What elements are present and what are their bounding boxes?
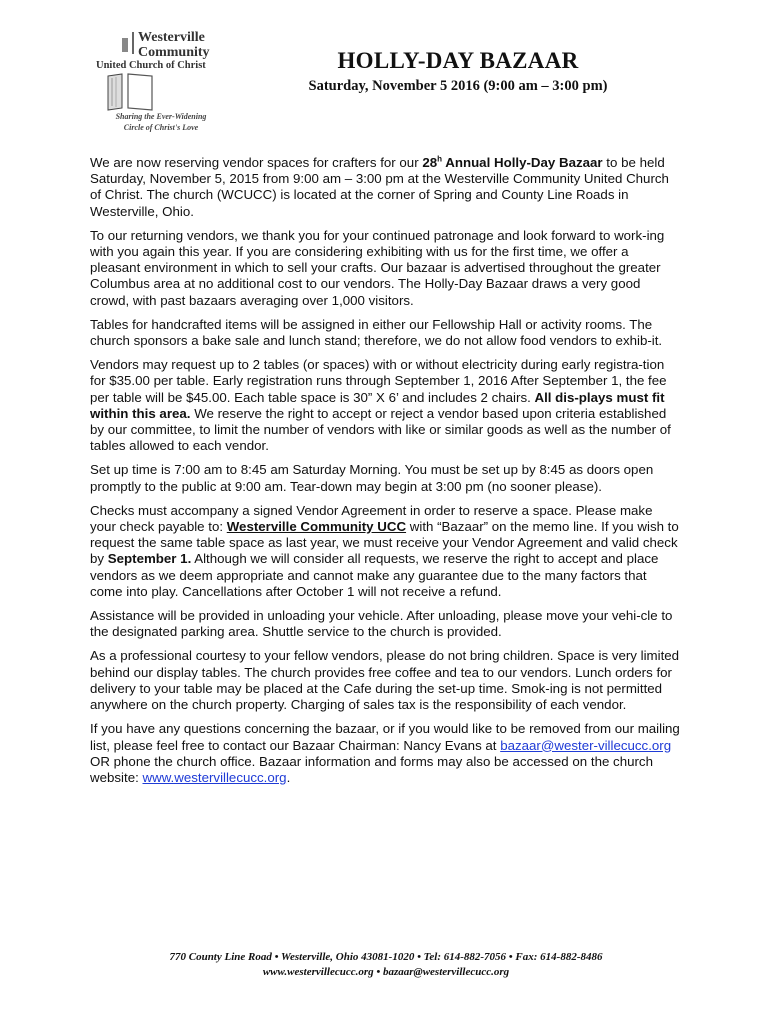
logo-line-2: Community bbox=[138, 45, 210, 60]
contact-text-b: OR phone the church office. Bazaar information and forms may also be accessed on the church website: bbox=[90, 753, 653, 785]
check-payee-text: Westerville Community UCC bbox=[226, 519, 407, 535]
paragraph-courtesy: As a professional courtesy to your fellow vendors, please do not bring children. Space is very limited behind our display tables. The church provides free coffee and tea to our vendors. Lunch orders for delivery to your table may be placed at the Cafe during the set-up time. Smok-ing is not permitted anywhere on the church property. Charging of sales tax is the responsibility of each vendor. bbox=[90, 648, 680, 713]
anniversary-suffix: h bbox=[437, 154, 443, 164]
footer-address: 770 County Line Road • Westerville, Ohio 43081-1020 • Tel: 614-882-7056 • Fax: 614-882-8486 bbox=[169, 951, 603, 963]
anniversary-number bbox=[422, 155, 602, 170]
bazaar-name: Annual Holly-Day Bazaar bbox=[442, 155, 603, 170]
logo-line-3: United Church of Christ bbox=[96, 60, 206, 71]
checks-text-b: with “Bazaar” on the memo line. If you wish to request the same table space as last year, we must receive your Vendor Agreement and valid check by bbox=[90, 519, 679, 567]
page-title: HOLLY-DAY BAZAAR bbox=[337, 48, 579, 73]
church-logo bbox=[86, 28, 236, 140]
paragraph-fees bbox=[90, 357, 682, 454]
paragraph-contact bbox=[90, 721, 682, 786]
paragraph-checks bbox=[90, 503, 682, 600]
contact-text-c: . bbox=[286, 769, 291, 785]
intro-text-a: We are now reserving vendor spaces for crafters for our bbox=[90, 155, 423, 170]
paragraph-unloading: Assistance will be provided in unloading your vehicle. After unloading, please move your vehi-cle to the designated parking area. Shuttle service to the church is provided. bbox=[90, 608, 673, 640]
email-link[interactable]: bazaar@wester-villecucc.org bbox=[500, 737, 672, 753]
paragraph-intro bbox=[90, 155, 682, 220]
paragraph-returning-vendors: To our returning vendors, we thank you for your continued patronage and look forward to work-ing with you again this year. If you are considering exhibiting with us for the first time, we offer a pleasant environment in which to sell your crafts. Our bazaar is advertised throughout the greater Columbus area at no additional cost to our vendors. The Holly-Day Bazaar draws a very good crowd, with past bazaars averaging over 1,000 visitors. bbox=[90, 227, 665, 308]
checks-text-c: Although we will consider all requests, we reserve the right to accept and place vendors as we deem appropriate and cannot make any guarantee due to the many factors that come into play. Cancellations after October 1 will not receive a refund. bbox=[90, 551, 659, 599]
check-payee bbox=[227, 519, 406, 534]
fees-text-b: We reserve the right to accept or reject a vendor based upon criteria established by our committee, to limit the number of vendors with like or similar goods as well as the number of tables allowed to each vendor. bbox=[90, 405, 671, 454]
intro-text-b: to be held Saturday, November 5, 2015 from 9:00 am – 3:00 pm at the Westerville Community United Church of Christ. The church (WCUCC) is located at the corner of Spring and County Line Roads in Westerville, Ohio. bbox=[90, 155, 669, 219]
contact-text-a: If you have any questions concerning the bazaar, or if you would like to be removed from our mailing list, please feel free to contact our Bazaar Chairman: Nancy Evans at bbox=[90, 721, 680, 753]
deadline-date: September 1. bbox=[107, 551, 192, 567]
paragraph-setup: Set up time is 7:00 am to 8:45 am Saturday Morning. You must be set up by 8:45 as doors open promptly to the public at 9:00 am. Tear-down may begin at 3:00 pm (no sooner please). bbox=[90, 462, 654, 494]
footer bbox=[90, 950, 682, 980]
checks-text-a: Checks must accompany a signed Vendor Agreement in order to reserve a space. Please make your check payable to: bbox=[90, 502, 653, 535]
logo-tagline-1: Sharing the Ever-Widening bbox=[115, 112, 207, 121]
website-link[interactable]: www.westervillecucc.org bbox=[142, 769, 287, 785]
logo-tagline-2: Circle of Christ's Love bbox=[123, 123, 199, 132]
letter-body bbox=[90, 155, 682, 794]
event-date: Saturday, November 5 2016 (9:00 am – 3:00 pm) bbox=[308, 78, 608, 94]
footer-web: www.westervillecucc.org • bazaar@westervillecucc.org bbox=[262, 966, 510, 978]
logo-line-1: Westerville bbox=[138, 30, 205, 45]
anniversary-num: 28 bbox=[422, 155, 438, 170]
fees-text-a: Vendors may request up to 2 tables (or spaces) with or without electricity during early registra-tion for $35.00 per table. Early registration runs through September 1, 2016 After September 1, the fee per table will be $45.00. Each table space is 30” X 6’ and includes 2 chairs. bbox=[90, 357, 667, 405]
paragraph-tables: Tables for handcrafted items will be assigned in either our Fellowship Hall or activity rooms. The church sponsors a bake sale and lunch stand; therefore, we do not allow food vendors to exhib-it. bbox=[90, 316, 663, 349]
fees-bold: All dis-plays must fit within this area. bbox=[90, 389, 665, 421]
